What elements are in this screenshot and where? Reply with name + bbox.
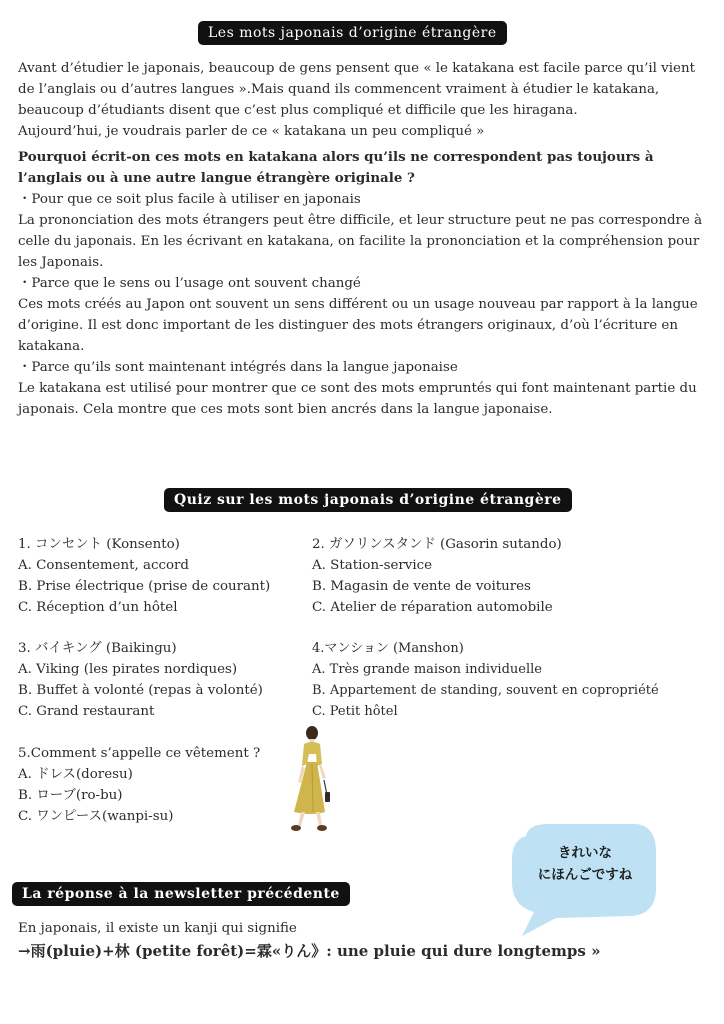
quiz-question-4 bbox=[312, 638, 659, 722]
option-c: C. ワンピース(wanpi-su) bbox=[18, 809, 174, 824]
question-text: 2. ガソリンスタンド (Gasorin sutando) bbox=[312, 537, 562, 552]
question-text: 3. バイキング (Baikingu) bbox=[18, 641, 177, 656]
bubble-line-1: きれいな bbox=[558, 845, 612, 861]
option-b: B. Prise électrique (prise de courant) bbox=[18, 579, 271, 594]
answer-title: La réponse à la newsletter précédente bbox=[12, 882, 350, 906]
option-b: B. ローブ(ro-bu) bbox=[18, 788, 123, 803]
answer-text: En japonais, il existe un kanji qui signifie bbox=[18, 921, 297, 936]
option-a: A. Très grande maison individuelle bbox=[312, 662, 542, 677]
quiz-question-1 bbox=[18, 534, 270, 618]
bubble-text bbox=[530, 842, 640, 886]
answer-section bbox=[18, 918, 600, 962]
option-b: B. Buffet à volonté (repas à volonté) bbox=[18, 683, 263, 698]
reason-2-text: Ces mots créés au Japon ont souvent un sens différent ou un usage nouveau par rapport à la langue d’origine. Il est donc important de les distinguer des mots étrangers originaux, d’où l’écriture en katakana. bbox=[18, 297, 698, 354]
reason-3-title: ・Parce qu’ils sont maintenant intégrés dans la langue japonaise bbox=[18, 360, 458, 375]
option-b: B. Appartement de standing, souvent en copropriété bbox=[312, 683, 659, 698]
intro-section bbox=[18, 58, 708, 420]
intro-question: Pourquoi écrit-on ces mots en katakana alors qu’ils ne correspondent pas toujours à l’anglais ou à une autre langue étrangère originale ? bbox=[18, 149, 654, 186]
bubble-line-2: にほんごですね bbox=[537, 867, 633, 883]
quiz-title: Quiz sur les mots japonais d’origine étrangère bbox=[164, 488, 572, 512]
reason-3-text: Le katakana est utilisé pour montrer que ce sont des mots empruntés qui font maintenant partie du japonais. Cela montre que ces mots sont bien ancrés dans la langue japonaise. bbox=[18, 381, 697, 417]
option-c: C. Grand restaurant bbox=[18, 704, 155, 719]
option-c: C. Atelier de réparation automobile bbox=[312, 600, 553, 615]
woman-in-dress-illustration bbox=[276, 724, 342, 836]
question-text: 1. コンセント (Konsento) bbox=[18, 537, 180, 552]
quiz-question-5 bbox=[18, 743, 260, 827]
reason-1-text: La prononciation des mots étrangers peut être difficile, et leur structure peut ne pas correspondre à celle du japonais. En les écrivant en katakana, on facilite la prononciation et la compréhension pour les Japonais. bbox=[18, 213, 703, 270]
quiz-question-3 bbox=[18, 638, 263, 722]
intro-paragraph: Avant d’étudier le japonais, beaucoup de gens pensent que « le katakana est facile parce qu’il vient de l’anglais ou d’autres langues ».Mais quand ils commencent vraiment à étudier le katakana, beaucoup d’étudiants disent que c’est plus compliqué et difficile que les hiragana. bbox=[18, 61, 695, 118]
answer-kanji: →雨(pluie)+林 (petite forêt)=霖«りん》: une pluie qui dure longtemps » bbox=[18, 942, 601, 960]
reason-1-title: ・Pour que ce soit plus facile à utiliser en japonais bbox=[18, 192, 361, 207]
question-text: 5.Comment s’appelle ce vêtement ? bbox=[18, 746, 261, 761]
page-title: Les mots japonais d’origine étrangère bbox=[198, 21, 507, 45]
option-a: A. ドレス(doresu) bbox=[18, 767, 133, 782]
option-c: C. Petit hôtel bbox=[312, 704, 398, 719]
intro-today: Aujourd’hui, je voudrais parler de ce « katakana un peu compliqué » bbox=[18, 124, 485, 139]
option-a: A. Consentement, accord bbox=[18, 558, 189, 573]
reason-2-title: ・Parce que le sens ou l’usage ont souvent changé bbox=[18, 276, 361, 291]
option-a: A. Viking (les pirates nordiques) bbox=[18, 662, 238, 677]
option-b: B. Magasin de vente de voitures bbox=[312, 579, 531, 594]
question-text: 4.マンション (Manshon) bbox=[312, 641, 464, 656]
quiz-question-2 bbox=[312, 534, 562, 618]
option-a: A. Station-service bbox=[312, 558, 433, 573]
option-c: C. Réception d’un hôtel bbox=[18, 600, 178, 615]
